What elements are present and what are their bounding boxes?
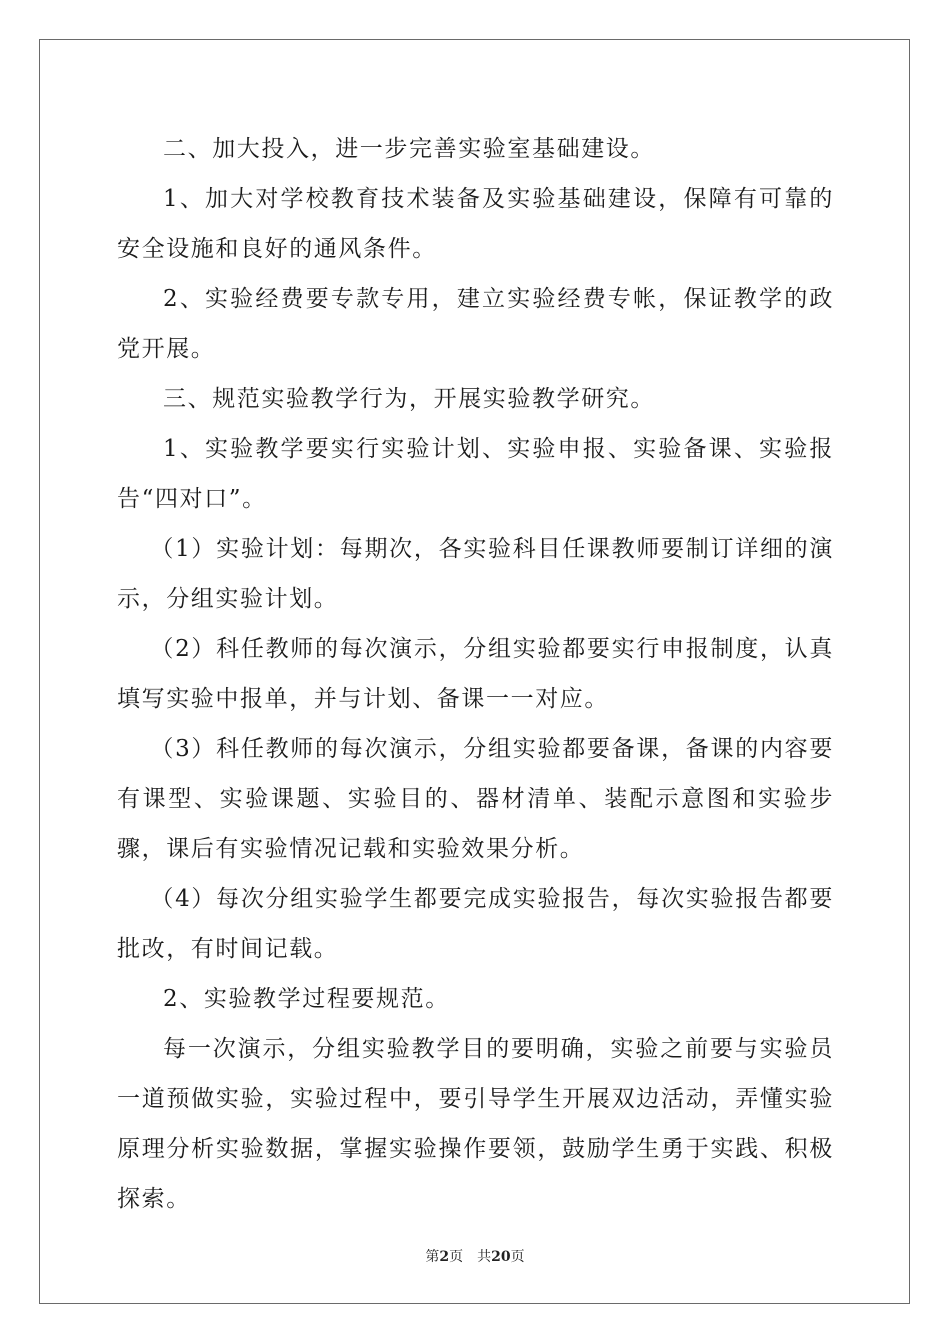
paragraph-subitem-4: （4）每次分组实验学生都要完成实验报告，每次实验报告都要批改，有时间记载。 [117,886,834,962]
total-prefix: 共 [477,1249,492,1265]
paragraph-item-2: 2、实验经费要专款专用，建立实验经费专帐，保证教学的政党开展。 [117,286,834,362]
total-pages: 20 [491,1249,511,1265]
document-body [117,124,834,1224]
paragraph-item-1: 1、加大对学校教育技术装备及实验基础建设，保障有可靠的安全设施和良好的通风条件。 [117,186,834,262]
total-suffix: 页 [510,1249,525,1265]
paragraph-section-3-heading: 三、规范实验教学行为，开展实验教学研究。 [163,386,655,412]
page-number: 2 [439,1249,450,1265]
paragraph-item-3-2: 2、实验教学过程要规范。 [163,986,450,1012]
paragraph-body-text: 每一次演示，分组实验教学目的要明确，实验之前要与实验员一道预做实验，实验过程中，要引导学生开展双边活动，弄懂实验原理分析实验数据，掌握实验操作要领，鼓励学生勇于实践、积极探索。 [117,1036,834,1212]
paragraph-section-2-heading: 二、加大投入，进一步完善实验室基础建设。 [163,136,655,162]
paragraph-subitem-3: （3）科任教师的每次演示，分组实验都要备课，备课的内容要有课型、实验课题、实验目的、器材清单、装配示意图和实验步骤，课后有实验情况记载和实验效果分析。 [117,736,834,862]
paragraph-subitem-1: （1）实验计划：每期次，各实验科目任课教师要制订详细的演示，分组实验计划。 [117,536,834,612]
page-footer [0,1246,950,1266]
page-suffix: 页 [449,1249,464,1265]
paragraph-item-3-1: 1、实验教学要实行实验计划、实验申报、实验备课、实验报告“四对口”。 [117,436,834,512]
page-prefix: 第 [425,1249,440,1265]
paragraph-subitem-2: （2）科任教师的每次演示，分组实验都要实行申报制度，认真填写实验中报单，并与计划、备课一一对应。 [117,636,834,712]
